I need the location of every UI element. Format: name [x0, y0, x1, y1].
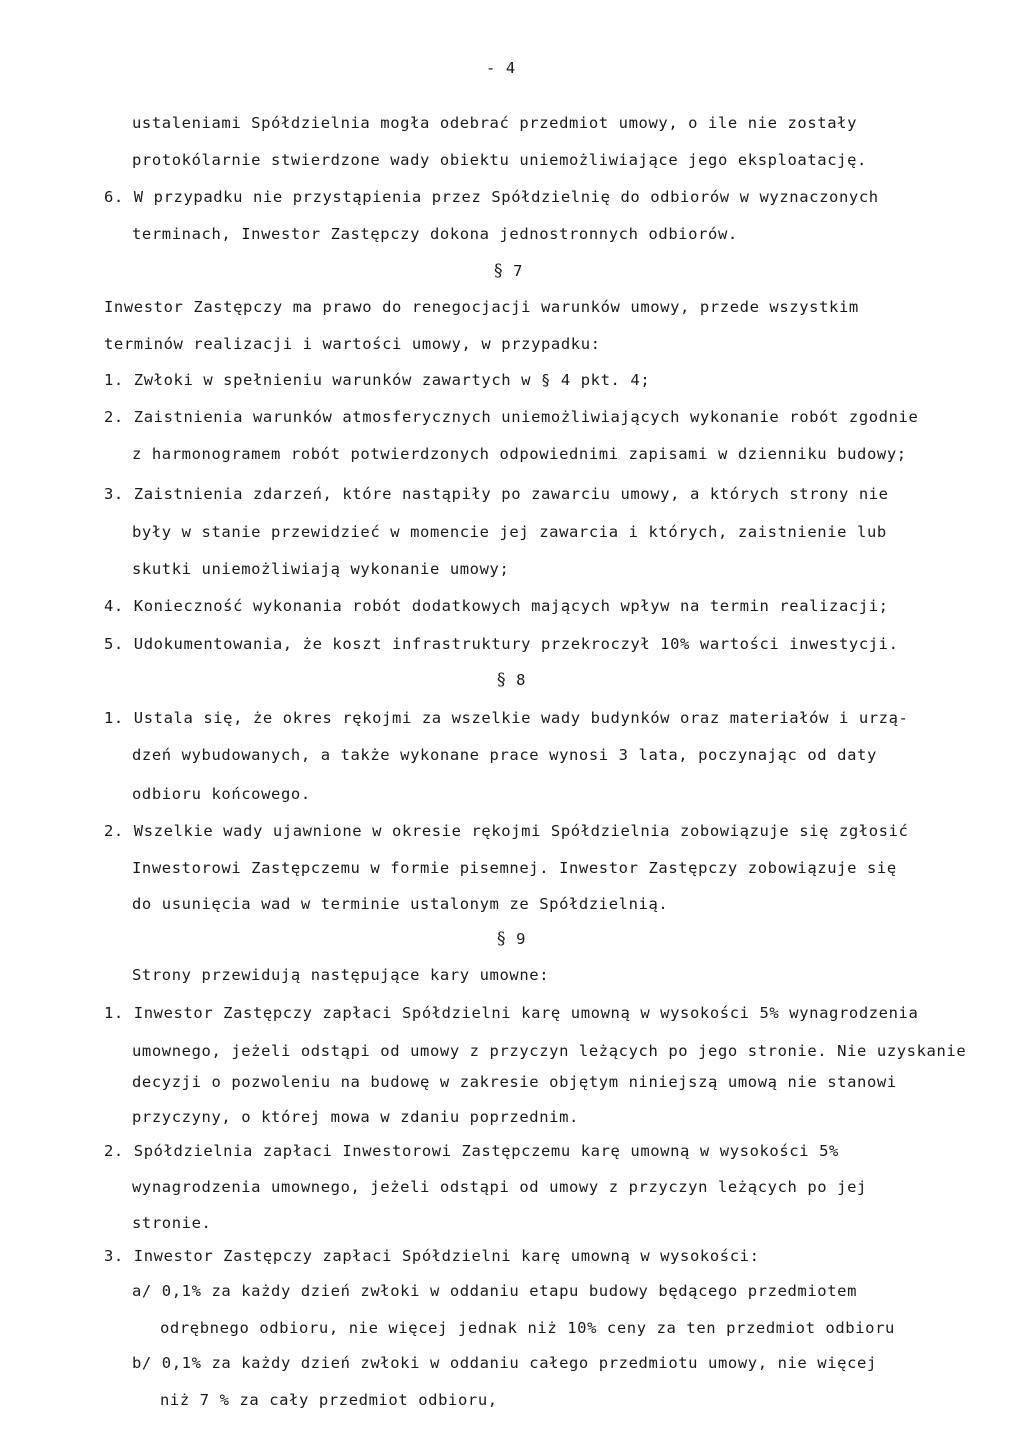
text-line: umownego, jeżeli odstąpi od umowy z przyczyn leżących po jego stronie. Nie uzyskanie — [132, 1042, 967, 1060]
text-line: stronie. — [132, 1214, 212, 1232]
text-line: Inwestor Zastępczy ma prawo do renegocjacji warunków umowy, przede wszystkim — [104, 298, 859, 316]
text-line: b/ 0,1% za każdy dzień zwłoki w oddaniu całego przedmiotu umowy, nie więcej — [132, 1354, 877, 1372]
text-line: 5. Udokumentowania, że koszt infrastruktury przekroczył 10% wartości inwestycji. — [104, 635, 899, 653]
text-line: odrębnego odbioru, nie więcej jednak niż 10% ceny za ten przedmiot odbioru — [160, 1319, 895, 1337]
text-line: wynagrodzenia umownego, jeżeli odstąpi od umowy z przyczyn leżących po jej — [132, 1178, 867, 1196]
text-line: z harmonogramem robót potwierdzonych odpowiednimi zapisami w dzienniku budowy; — [132, 445, 907, 463]
text-line: 4. Konieczność wykonania robót dodatkowych mających wpływ na termin realizacji; — [104, 597, 889, 615]
text-line: terminów realizacji i wartości umowy, w przypadku: — [104, 335, 601, 353]
text-line: 2. Wszelkie wady ujawnione w okresie rękojmi Spółdzielnia zobowiązuje się zgłosić — [104, 822, 909, 840]
section-number: 8 — [516, 671, 527, 689]
section-symbol: § — [497, 929, 507, 949]
text-line: 1. Zwłoki w spełnieniu warunków zawartych w § 4 pkt. 4; — [104, 371, 651, 389]
text-line: 1. Inwestor Zastępczy zapłaci Spółdzielni karę umowną w wysokości 5% wynagrodzenia — [104, 1004, 919, 1022]
text-line: odbioru końcowego. — [132, 785, 311, 803]
section-number: 9 — [516, 930, 527, 948]
text-line: 2. Spółdzielnia zapłaci Inwestorowi Zastępczemu karę umowną w wysokości 5% — [104, 1142, 839, 1160]
section-heading-7 — [494, 261, 523, 281]
section-heading-9 — [497, 929, 526, 949]
section-number: 7 — [513, 262, 524, 280]
text-line: 1. Ustala się, że okres rękojmi za wszelkie wady budynków oraz materiałów i urzą- — [104, 709, 909, 727]
text-line: skutki uniemożliwiają wykonanie umowy; — [132, 560, 510, 578]
text-line: protokólarnie stwierdzone wady obiektu uniemożliwiające jego eksploatację. — [132, 151, 867, 169]
section-symbol: § — [494, 261, 504, 281]
text-line: 3. Zaistnienia zdarzeń, które nastąpiły po zawarciu umowy, a których strony nie — [104, 485, 889, 503]
text-line: dzeń wybudowanych, a także wykonane prace wynosi 3 lata, poczynając od daty — [132, 746, 877, 764]
text-line: 2. Zaistnienia warunków atmosferycznych uniemożliwiających wykonanie robót zgodnie — [104, 408, 919, 426]
text-line: 3. Inwestor Zastępczy zapłaci Spółdzielni karę umowną w wysokości: — [104, 1247, 760, 1265]
text-line: niż 7 % za cały przedmiot odbioru, — [160, 1391, 498, 1409]
text-line: przyczyny, o której mowa w zdaniu poprzednim. — [132, 1108, 579, 1126]
text-line: 6. W przypadku nie przystąpienia przez Spółdzielnię do odbiorów w wyznaczonych — [104, 188, 879, 206]
text-line: terminach, Inwestor Zastępczy dokona jednostronnych odbiorów. — [132, 225, 738, 243]
text-line: ustaleniami Spółdzielnia mogła odebrać przedmiot umowy, o ile nie zostały — [132, 114, 858, 132]
section-symbol: § — [497, 670, 507, 690]
page-number: - 4 — [486, 59, 516, 77]
text-line: decyzji o pozwoleniu na budowę w zakresie objętym niniejszą umową nie stanowi — [132, 1073, 897, 1091]
section-heading-8 — [497, 670, 526, 690]
text-line: a/ 0,1% za każdy dzień zwłoki w oddaniu etapu budowy będącego przedmiotem — [132, 1282, 858, 1300]
text-line: Strony przewidują następujące kary umowne: — [132, 966, 550, 984]
text-line: Inwestorowi Zastępczemu w formie pisemnej. Inwestor Zastępczy zobowiązuje się — [132, 859, 897, 877]
text-line: do usunięcia wad w terminie ustalonym ze Spółdzielnią. — [132, 895, 669, 913]
text-line: były w stanie przewidzieć w momencie jej zawarcia i których, zaistnienie lub — [132, 523, 887, 541]
